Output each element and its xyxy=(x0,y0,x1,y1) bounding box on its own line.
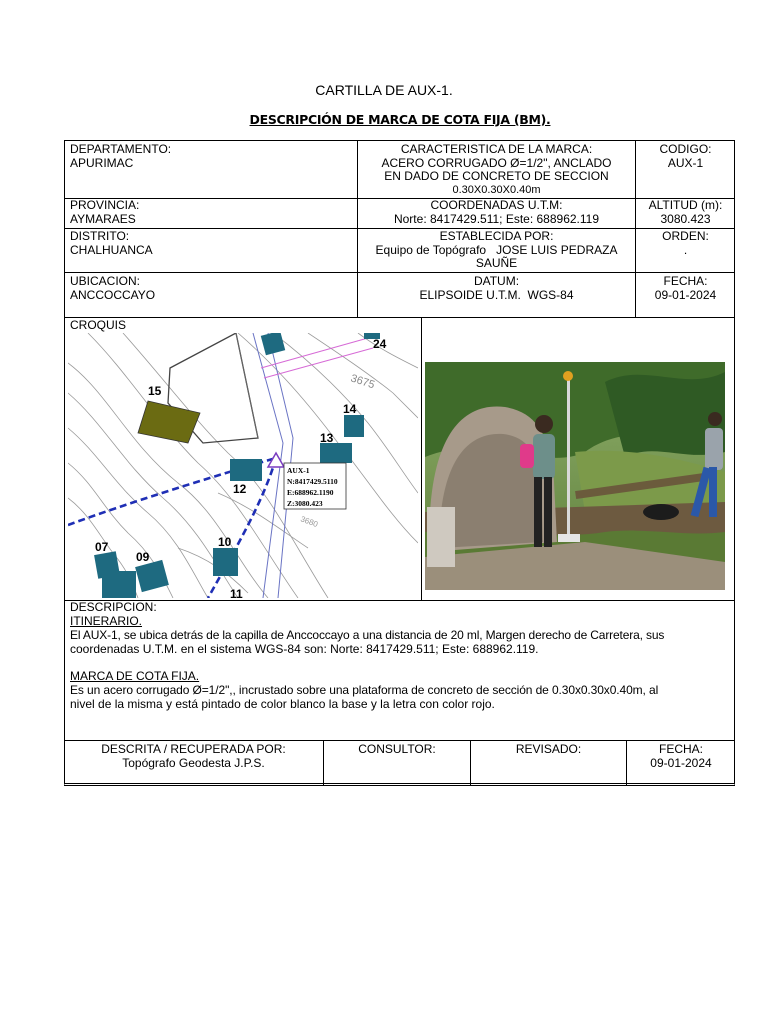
itinerario-text-line1: El AUX-1, se ubica detrás de la capilla de Anccoccayo a una distancia de 20 ml, Margen derecho de Carretera, sus xyxy=(70,628,665,642)
departamento-value: APURIMAC xyxy=(70,156,134,170)
orden-label: ORDEN: xyxy=(662,229,709,243)
altitud-label: ALTITUD (m): xyxy=(648,198,723,212)
bm-label-line4: Z:3080.423 xyxy=(287,499,323,508)
croquis-map xyxy=(68,333,418,598)
distrito-value: CHALHUANCA xyxy=(70,243,153,257)
footer-fecha-value: 09-01-2024 xyxy=(650,756,712,770)
lot-number-10: 10 xyxy=(218,535,232,549)
descrita-label: DESCRITA / RECUPERADA POR: xyxy=(101,742,286,756)
marca-text-line2: nivel de la misma y está pintado de color blanco la base y la letra con color rojo. xyxy=(70,697,495,711)
provincia-label: PROVINCIA: xyxy=(70,198,140,212)
orden-value: . xyxy=(683,243,688,257)
consultor-label: CONSULTOR: xyxy=(358,742,436,756)
lot-number-13: 13 xyxy=(320,431,334,445)
lot-building xyxy=(102,571,136,598)
divider xyxy=(64,600,735,601)
lot-13 xyxy=(320,443,352,463)
bm-label-line2: N:8417429.5110 xyxy=(287,477,338,486)
caracteristica-label: CARACTERISTICA DE LA MARCA: xyxy=(400,142,593,156)
coordenadas-value: Norte: 8417429.511; Este: 688962.119 xyxy=(393,212,600,226)
document-subtitle: DESCRIPCIÓN DE MARCA DE COTA FIJA (BM). xyxy=(249,112,551,127)
establecida-label: ESTABLECIDA POR: xyxy=(439,229,554,243)
bm-label-line3: E:688962.1190 xyxy=(287,488,334,497)
provincia-value: AYMARAES xyxy=(70,212,136,226)
lot-number-11: 11 xyxy=(230,587,243,598)
datum-label: DATUM: xyxy=(473,274,520,288)
lot-number-09: 09 xyxy=(136,550,150,564)
establecida-line1: Equipo de Topógrafo JOSE LUIS PEDRAZA xyxy=(375,243,618,257)
distrito-label: DISTRITO: xyxy=(70,229,130,243)
divider xyxy=(421,317,422,600)
fecha-value: 09-01-2024 xyxy=(654,288,717,302)
contour-label: 3675 xyxy=(349,372,377,392)
lot-number-07: 07 xyxy=(95,540,109,554)
revisado-label: REVISADO: xyxy=(515,742,582,756)
croquis-label: CROQUIS xyxy=(70,318,127,332)
lot-number-12: 12 xyxy=(233,482,247,496)
marca-label: MARCA DE COTA FIJA. xyxy=(70,669,200,683)
lot-number-24: 24 xyxy=(373,337,387,351)
ubicacion-value: ANCCOCCAYO xyxy=(70,288,156,302)
altitud-value: 3080.423 xyxy=(660,212,711,226)
document-title: CARTILLA DE AUX-1. xyxy=(315,82,453,98)
contour-label: 3680 xyxy=(299,514,320,529)
caracteristica-line2: EN DADO DE CONCRETO DE SECCION xyxy=(384,169,609,183)
coordenadas-label: COORDENADAS U.T.M: xyxy=(430,198,563,212)
fecha-label: FECHA: xyxy=(663,274,708,288)
codigo-label: CODIGO: xyxy=(659,142,712,156)
caracteristica-line1: ACERO CORRUGADO Ø=1/2", ANCLADO xyxy=(381,156,612,170)
divider xyxy=(64,272,735,273)
divider xyxy=(64,228,735,229)
lot-14 xyxy=(344,415,364,437)
lot-10 xyxy=(213,548,238,576)
itinerario-text-line2: coordenadas U.T.M. en el sistema WGS-84 son: Norte: 8417429.511; Este: 688962.119. xyxy=(70,642,539,656)
caracteristica-line3: 0.30X0.30X0.40m xyxy=(452,184,541,196)
site-photo xyxy=(425,362,725,590)
descripcion-label: DESCRIPCION: xyxy=(70,600,157,614)
itinerario-label: ITINERARIO. xyxy=(70,614,143,628)
ubicacion-label: UBICACION: xyxy=(70,274,141,288)
lot-12 xyxy=(230,459,262,481)
descrita-value: Topógrafo Geodesta J.P.S. xyxy=(122,756,265,770)
datum-value: ELIPSOIDE U.T.M. WGS-84 xyxy=(419,288,574,302)
lot-number-14: 14 xyxy=(343,402,357,416)
departamento-label: DEPARTAMENTO: xyxy=(70,142,172,156)
codigo-value: AUX-1 xyxy=(667,156,704,170)
marca-text-line1: Es un acero corrugado Ø=1/2",, incrustado sobre una plataforma de concreto de sección de 0.30x0.30x0.40m, al xyxy=(70,683,659,697)
lot-number-15: 15 xyxy=(148,384,162,398)
footer-fecha-label: FECHA: xyxy=(658,742,703,756)
bm-label-line1: AUX-1 xyxy=(287,466,310,475)
establecida-line2: SAUÑE xyxy=(475,256,518,270)
